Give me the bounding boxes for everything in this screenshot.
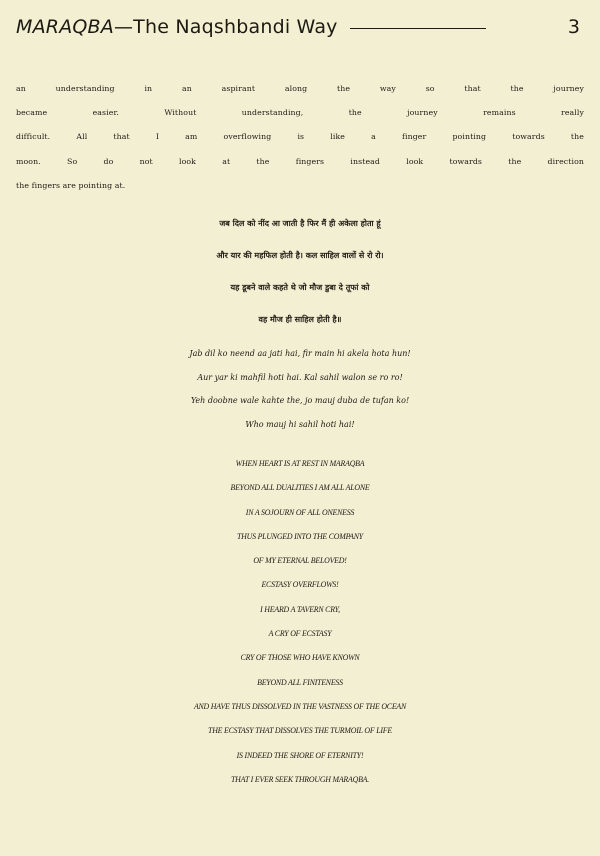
paragraph-line: became easier. Without understanding, the journey remains really: [16, 108, 584, 118]
running-title-subtitle: —The Naqshbandi Way: [113, 16, 338, 38]
transliterated-verse-line: Who mauj hi sahil hoti hai!: [245, 419, 355, 429]
english-verse-line: A CRY OF ECSTASY: [268, 629, 332, 639]
transliterated-verse-line: Yeh doobne wale kahte the, jo mauj duba de tufan ko!: [190, 396, 410, 405]
running-header: [16, 12, 584, 42]
english-verse: [0, 452, 600, 792]
transliterated-verse-line: Jab dil ko neend aa jati hai, fir main hi akela hota hun!: [189, 349, 411, 358]
body-paragraph: [16, 77, 584, 198]
hindi-verse-line: यह डूबने वाले कहते थे जो मौज डुबा दे तूफां को: [230, 283, 370, 292]
english-verse-line: WHEN HEART IS AT REST IN MARAQBA: [235, 459, 365, 468]
hindi-verse: [0, 208, 600, 336]
english-verse-line: BEYOND ALL DUALITIES I AM ALL ALONE: [230, 483, 370, 493]
english-verse-line: IN A SOJOURN OF ALL ONENESS: [245, 507, 355, 517]
paragraph-line: the fingers are pointing at.: [16, 180, 126, 190]
paragraph-line: moon. So do not look at the fingers instead look towards the direction: [16, 156, 584, 166]
page-number: 3: [567, 16, 580, 38]
english-verse-line: THAT I EVER SEEK THROUGH MARAQBA.: [230, 774, 370, 784]
hindi-verse-line: और यार की महफिल होती है। कल साहिल वालों से रो रो।: [216, 251, 384, 260]
transliterated-verse-line: Aur yar ki mahfil hoti hai. Kal sahil walon se ro ro!: [197, 372, 403, 382]
english-verse-line: CRY OF THOSE WHO HAVE KNOWN: [240, 653, 360, 663]
running-title-brand: MARAQBA: [16, 16, 114, 38]
paragraph-line: an understanding in an aspirant along the way so that the journey: [16, 84, 584, 93]
paragraph-line: difficult. All that I am overflowing is like a finger pointing towards the: [16, 132, 584, 142]
english-verse-line: THE ECSTASY THAT DISSOLVES THE TURMOIL OF LIFE: [208, 726, 392, 736]
running-title: [16, 16, 338, 38]
english-verse-line: BEYOND ALL FINITENESS: [257, 677, 343, 687]
transliterated-verse: [0, 342, 600, 436]
english-verse-line: I HEARD A TAVERN CRY,: [260, 604, 340, 614]
hindi-verse-line: जब दिल को नींद आ जाती है फिर मैं ही अकेला होता हूं: [219, 219, 381, 228]
english-verse-line: THUS PLUNGED INTO THE COMPANY: [237, 531, 363, 541]
english-verse-line: IS INDEED THE SHORE OF ETERNITY!: [236, 750, 364, 760]
header-rule: [350, 28, 486, 29]
english-verse-line: AND HAVE THUS DISSOLVED IN THE VASTNESS OF THE OCEAN: [193, 701, 407, 711]
english-verse-line: ECSTASY OVERFLOWS!: [261, 580, 339, 590]
hindi-verse-line: वह मौज ही साहिल होती है॥: [258, 315, 342, 324]
english-verse-line: OF MY ETERNAL BELOVED!: [253, 556, 347, 566]
